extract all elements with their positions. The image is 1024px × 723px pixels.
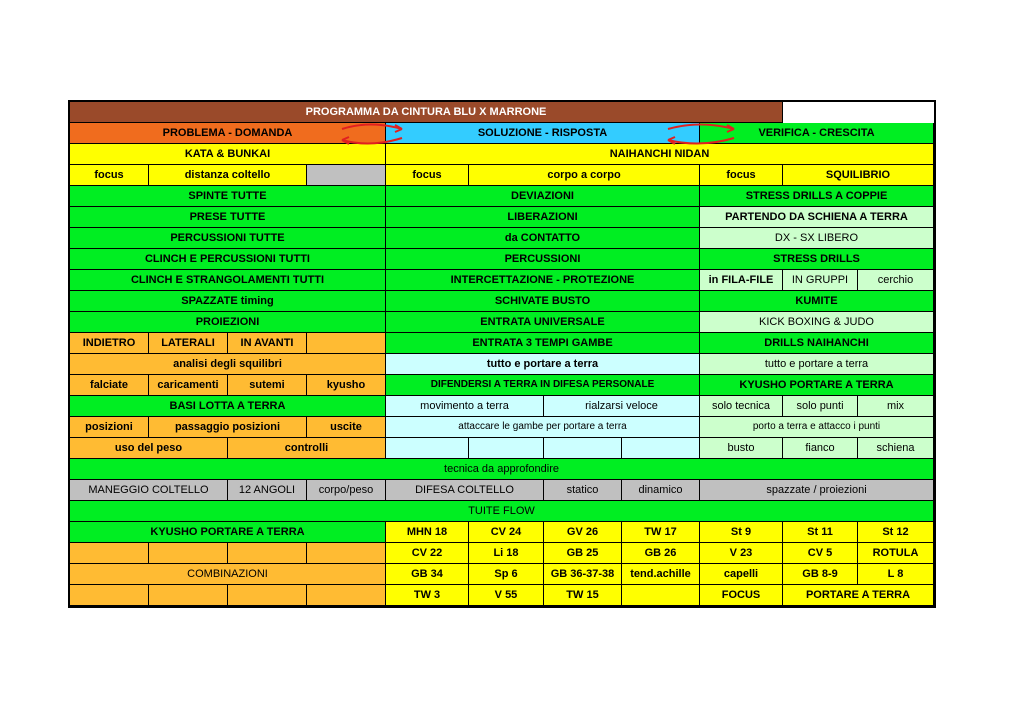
cell-r16-c3 bbox=[469, 438, 544, 459]
cell-r14-c4: solo punti bbox=[783, 396, 858, 417]
cell-r21-c5: Li 18 bbox=[469, 543, 544, 564]
cell-r3-c3: focus bbox=[386, 165, 469, 186]
cell-r10-c2: KICK BOXING & JUDO bbox=[700, 312, 934, 333]
cell-r23-c0 bbox=[70, 585, 149, 606]
cell-r23-c4: TW 3 bbox=[386, 585, 469, 606]
cell-r11-c1: LATERALI bbox=[149, 333, 228, 354]
cell-r12-c2: tutto e portare a terra bbox=[700, 354, 934, 375]
cell-r3-c5: focus bbox=[700, 165, 783, 186]
cell-r21-c1 bbox=[149, 543, 228, 564]
cell-r13-c0: falciate bbox=[70, 375, 149, 396]
cell-r22-c5: capelli bbox=[700, 564, 783, 585]
cell-r7-c0: CLINCH E PERCUSSIONI TUTTI bbox=[70, 249, 386, 270]
cell-r20-c6: St 11 bbox=[783, 522, 858, 543]
cell-r22-c4: tend.achille bbox=[622, 564, 700, 585]
cell-r23-c1 bbox=[149, 585, 228, 606]
cell-r23-c8: FOCUS bbox=[700, 585, 783, 606]
cell-r13-c3: kyusho bbox=[307, 375, 386, 396]
cell-r21-c8: V 23 bbox=[700, 543, 783, 564]
cell-r14-c5: mix bbox=[858, 396, 934, 417]
cell-r15-c2: uscite bbox=[307, 417, 386, 438]
cell-r19-c0: TUITE FLOW bbox=[70, 501, 934, 522]
cell-r3-c0: focus bbox=[70, 165, 149, 186]
cell-r15-c3: attaccare le gambe per portare a terra bbox=[386, 417, 700, 438]
cell-r23-c2 bbox=[228, 585, 307, 606]
cell-r7-c2: STRESS DRILLS bbox=[700, 249, 934, 270]
cell-r9-c2: KUMITE bbox=[700, 291, 934, 312]
cell-r11-c3 bbox=[307, 333, 386, 354]
cell-r6-c1: da CONTATTO bbox=[386, 228, 700, 249]
cell-r20-c2: CV 24 bbox=[469, 522, 544, 543]
cell-r16-c2 bbox=[386, 438, 469, 459]
cell-r21-c2 bbox=[228, 543, 307, 564]
cell-r20-c1: MHN 18 bbox=[386, 522, 469, 543]
cell-r18-c2: corpo/peso bbox=[307, 480, 386, 501]
cell-r4-c2: STRESS DRILLS A COPPIE bbox=[700, 186, 934, 207]
cell-r3-c6: SQUILIBRIO bbox=[783, 165, 934, 186]
cell-r20-c4: TW 17 bbox=[622, 522, 700, 543]
cell-r18-c4: statico bbox=[544, 480, 622, 501]
program-sheet bbox=[68, 100, 936, 608]
cell-r20-c7: St 12 bbox=[858, 522, 934, 543]
cell-r15-c0: posizioni bbox=[70, 417, 149, 438]
cell-r2-c1: NAIHANCHI NIDAN bbox=[386, 144, 934, 165]
cell-r21-c9: CV 5 bbox=[783, 543, 858, 564]
cell-r14-c1: movimento a terra bbox=[386, 396, 544, 417]
cell-r0-c0: PROGRAMMA DA CINTURA BLU X MARRONE bbox=[70, 102, 783, 123]
cell-r22-c1: GB 34 bbox=[386, 564, 469, 585]
cell-r4-c1: DEVIAZIONI bbox=[386, 186, 700, 207]
cell-r4-c0: SPINTE TUTTE bbox=[70, 186, 386, 207]
cell-r13-c4: DIFENDERSI A TERRA IN DIFESA PERSONALE bbox=[386, 375, 700, 396]
cell-r8-c0: CLINCH E STRANGOLAMENTI TUTTI bbox=[70, 270, 386, 291]
cell-r16-c6: busto bbox=[700, 438, 783, 459]
cell-r18-c3: DIFESA COLTELLO bbox=[386, 480, 544, 501]
cell-r21-c3 bbox=[307, 543, 386, 564]
cell-r9-c1: SCHIVATE BUSTO bbox=[386, 291, 700, 312]
cell-r16-c1: controlli bbox=[228, 438, 386, 459]
cell-r22-c7: L 8 bbox=[858, 564, 934, 585]
cell-r14-c3: solo tecnica bbox=[700, 396, 783, 417]
cell-r22-c3: GB 36-37-38 bbox=[544, 564, 622, 585]
cell-r9-c0: SPAZZATE timing bbox=[70, 291, 386, 312]
cell-r5-c1: LIBERAZIONI bbox=[386, 207, 700, 228]
cell-r6-c2: DX - SX LIBERO bbox=[700, 228, 934, 249]
cell-r14-c2: rialzarsi veloce bbox=[544, 396, 700, 417]
cell-r23-c3 bbox=[307, 585, 386, 606]
cell-r16-c0: uso del peso bbox=[70, 438, 228, 459]
cell-r22-c6: GB 8-9 bbox=[783, 564, 858, 585]
cell-r20-c3: GV 26 bbox=[544, 522, 622, 543]
program-table bbox=[70, 102, 934, 606]
cell-r12-c0: analisi degli squilibri bbox=[70, 354, 386, 375]
cell-r10-c1: ENTRATA UNIVERSALE bbox=[386, 312, 700, 333]
cell-r5-c0: PRESE TUTTE bbox=[70, 207, 386, 228]
cell-r14-c0: BASI LOTTA A TERRA bbox=[70, 396, 386, 417]
cell-r22-c0: COMBINAZIONI bbox=[70, 564, 386, 585]
cell-r1-c0: PROBLEMA - DOMANDA bbox=[70, 123, 386, 144]
cell-r8-c1: INTERCETTAZIONE - PROTEZIONE bbox=[386, 270, 700, 291]
cell-r12-c1: tutto e portare a terra bbox=[386, 354, 700, 375]
cell-r13-c2: sutemi bbox=[228, 375, 307, 396]
cell-r20-c0: KYUSHO PORTARE A TERRA bbox=[70, 522, 386, 543]
cell-r11-c0: INDIETRO bbox=[70, 333, 149, 354]
cell-r11-c2: IN AVANTI bbox=[228, 333, 307, 354]
cell-r16-c4 bbox=[544, 438, 622, 459]
cell-r18-c1: 12 ANGOLI bbox=[228, 480, 307, 501]
cell-r21-c6: GB 25 bbox=[544, 543, 622, 564]
cell-r13-c1: caricamenti bbox=[149, 375, 228, 396]
cell-r6-c0: PERCUSSIONI TUTTE bbox=[70, 228, 386, 249]
cell-r18-c5: dinamico bbox=[622, 480, 700, 501]
cell-r8-c3: IN GRUPPI bbox=[783, 270, 858, 291]
cell-r17-c0: tecnica da approfondire bbox=[70, 459, 934, 480]
cell-r1-c1: SOLUZIONE - RISPOSTA bbox=[386, 123, 700, 144]
cell-r15-c1: passaggio posizioni bbox=[149, 417, 307, 438]
cell-r11-c4: ENTRATA 3 TEMPI GAMBE bbox=[386, 333, 700, 354]
cell-r3-c1: distanza coltello bbox=[149, 165, 307, 186]
cell-r3-c4: corpo a corpo bbox=[469, 165, 700, 186]
cell-r8-c4: cerchio bbox=[858, 270, 934, 291]
cell-r23-c6: TW 15 bbox=[544, 585, 622, 606]
cell-r21-c7: GB 26 bbox=[622, 543, 700, 564]
cell-r13-c5: KYUSHO PORTARE A TERRA bbox=[700, 375, 934, 396]
cell-r23-c5: V 55 bbox=[469, 585, 544, 606]
cell-r1-c2: VERIFICA - CRESCITA bbox=[700, 123, 934, 144]
cell-r18-c0: MANEGGIO COLTELLO bbox=[70, 480, 228, 501]
cell-r22-c2: Sp 6 bbox=[469, 564, 544, 585]
cell-r3-c2 bbox=[307, 165, 386, 186]
cell-r23-c9: PORTARE A TERRA bbox=[783, 585, 934, 606]
cell-r2-c0: KATA & BUNKAI bbox=[70, 144, 386, 165]
cell-r21-c0 bbox=[70, 543, 149, 564]
cell-r21-c4: CV 22 bbox=[386, 543, 469, 564]
cell-r23-c7 bbox=[622, 585, 700, 606]
cell-r16-c7: fianco bbox=[783, 438, 858, 459]
cell-r20-c5: St 9 bbox=[700, 522, 783, 543]
cell-r5-c2: PARTENDO DA SCHIENA A TERRA bbox=[700, 207, 934, 228]
cell-r21-c10: ROTULA bbox=[858, 543, 934, 564]
cell-r10-c0: PROIEZIONI bbox=[70, 312, 386, 333]
cell-r11-c5: DRILLS NAIHANCHI bbox=[700, 333, 934, 354]
cell-r8-c2: in FILA-FILE bbox=[700, 270, 783, 291]
cell-r18-c6: spazzate / proiezioni bbox=[700, 480, 934, 501]
cell-r7-c1: PERCUSSIONI bbox=[386, 249, 700, 270]
cell-r16-c8: schiena bbox=[858, 438, 934, 459]
cell-r15-c4: porto a terra e attacco i punti bbox=[700, 417, 934, 438]
cell-r16-c5 bbox=[622, 438, 700, 459]
